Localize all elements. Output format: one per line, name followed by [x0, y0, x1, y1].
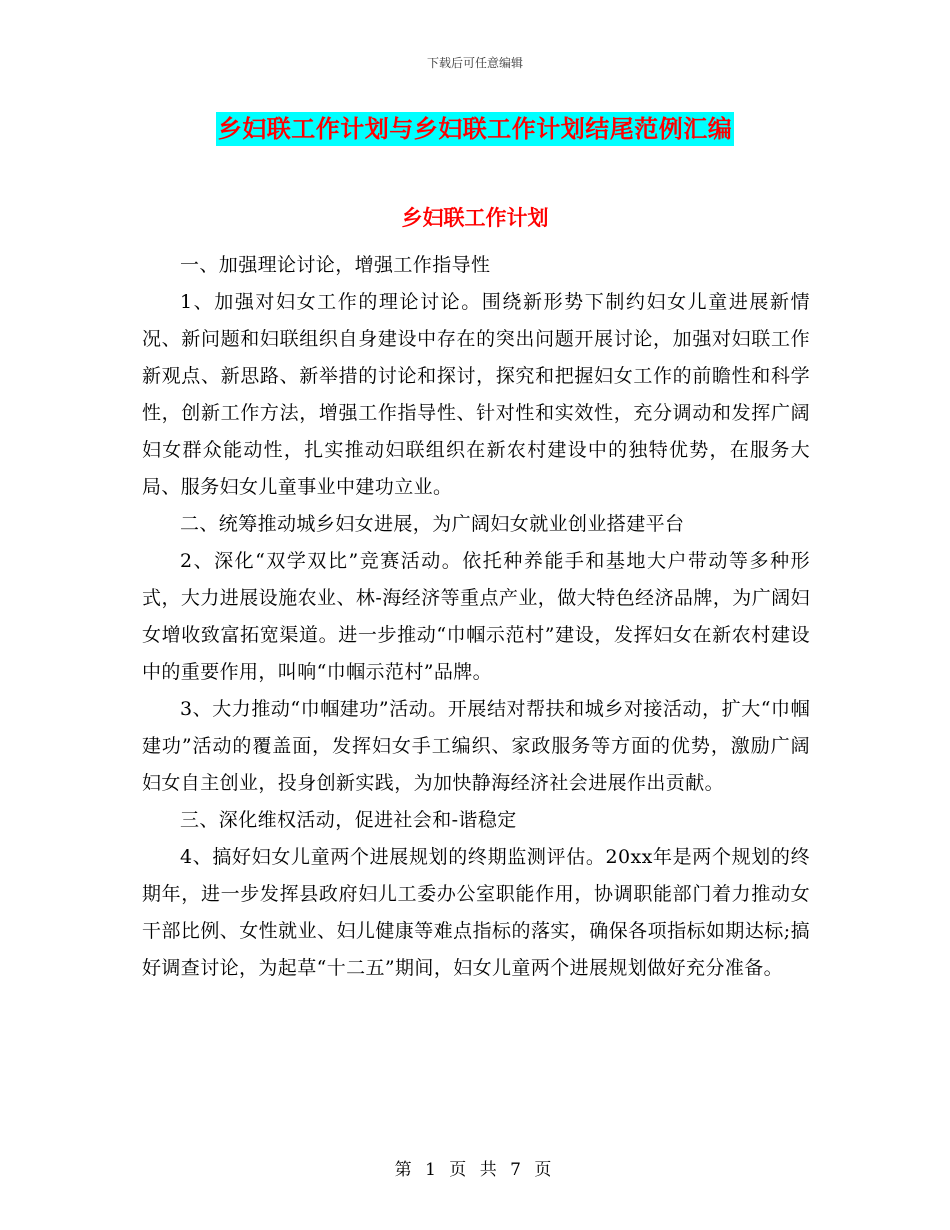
paragraph: 一、加强理论讨论，增强工作指导性 [180, 254, 491, 276]
page-footer: 第 1 页 共 7 页 [394, 1160, 556, 1180]
header-note: 下载后可任意编辑 [426, 56, 523, 70]
paragraph: 3、大力推动“巾帼建功”活动。开展结对帮扶和城乡对接活动，扩大“巾帼建功”活动的覆盖面，发挥妇女手工编织、家政服务等方面的优势，激励广阔妇女自主创业，投身创新实践，为加快静海经济社会进展作出贡献。 [142, 698, 810, 794]
paragraph: 1、加强对妇女工作的理论讨论。围绕新形势下制约妇女儿童进展新情况、新问题和妇联组织自身建设中存在的突出问题开展讨论，加强对妇联工作新观点、新思路、新举措的讨论和探讨，探究和把握妇女工作的前瞻性和科学性，创新工作方法，增强工作指导性、针对性和实效性，充分调动和发挥广阔妇女群众能动性，扎实推动妇联组织在新农村建设中的独特优势，在服务大局、服务妇女儿童事业中建功立业。 [142, 291, 810, 498]
document-body [142, 247, 810, 987]
paragraph: 二、统筹推动城乡妇女进展，为广阔妇女就业创业搭建平台 [180, 513, 685, 535]
document-title-wrap [0, 112, 950, 146]
paragraph: 2、深化“双学双比”竞赛活动。依托种养能手和基地大户带动等多种形式，大力进展设施农业、林-海经济等重点产业，做大特色经济品牌，为广阔妇女增收致富拓宽渠道。进一步推动“巾帼示范村”建设，发挥妇女在新农村建设中的重要作用，叫响“巾帼示范村”品牌。 [142, 550, 810, 683]
paragraph: 4、搞好妇女儿童两个进展规划的终期监测评估。20xx年是两个规划的终期年，进一步发挥县政府妇儿工委办公室职能作用，协调职能部门着力推动女干部比例、女性就业、妇儿健康等难点指标的落实，确保各项指标如期达标;搞好调查讨论，为起草“十二五”期间，妇女儿童两个进展规划做好充分准备。 [142, 846, 810, 979]
document-title: 乡妇联工作计划与乡妇联工作计划结尾范例汇编 [216, 112, 735, 146]
section-title: 乡妇联工作计划 [401, 206, 549, 230]
paragraph: 三、深化维权活动，促进社会和-谐稳定 [180, 809, 517, 831]
